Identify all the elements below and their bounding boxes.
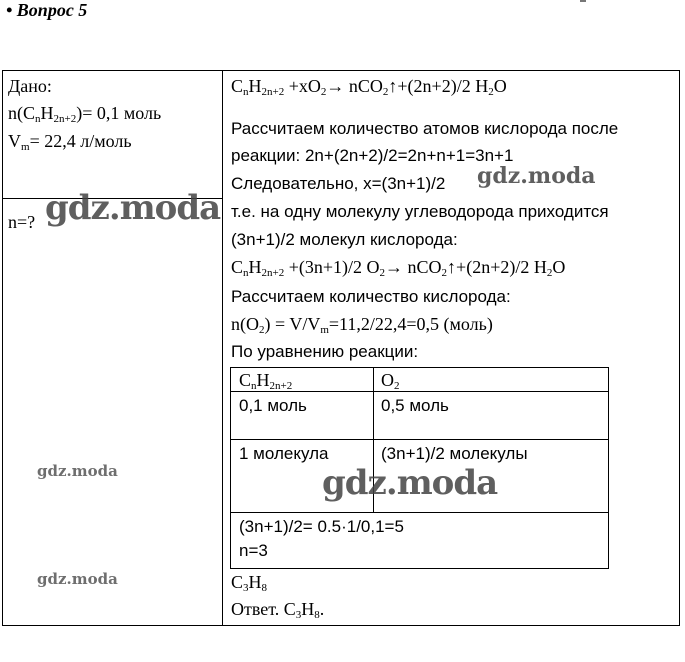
reaction-equation-general: $C_nH_{2n+2} +xO_2\to$ nCO$_2$↑+(2n+2)/2 $H_2O$ [231, 76, 507, 98]
inner-table-row-line [230, 439, 609, 440]
given-label: Дано: [8, 76, 52, 96]
inner-table-bottom [230, 568, 609, 569]
formula-result: $C_3H_8$ [231, 572, 268, 594]
table-right-border [679, 70, 680, 626]
table-column-divider [222, 70, 223, 626]
solution-line: Рассчитаем количество атомов кислорода после [231, 119, 619, 138]
solution-line: т.е. на одну молекулу углеводорода приходится [231, 202, 609, 221]
given-molar-volume: $V_m= 22,4$ л/моль [8, 131, 132, 153]
inner-table-right [608, 367, 609, 569]
question-title: • Вопрос 5 [6, 0, 88, 20]
inner-table-top [230, 367, 609, 368]
inner-table-row-line [230, 512, 609, 513]
inner-table-header-oxygen: $O_2$ [381, 370, 400, 392]
answer-line: Ответ. $C_3H_8$. [231, 599, 325, 621]
watermark-logo: gdz.moda [322, 463, 498, 503]
inner-table-cell: 0,5 моль [381, 396, 449, 415]
solution-line: (3n+1)/2 молекул кислорода: [231, 230, 458, 249]
oxygen-amount-calc: $n(O_2) = V/V_m=11,2/22,4=0,5$ (моль) [231, 314, 493, 336]
inner-table-calc: n=3 [239, 541, 268, 560]
given-amount: $n(C_nH_{2n+2})= 0,1$ моль [8, 103, 162, 125]
watermark-logo: gdz.moda [477, 163, 596, 189]
table-left-border [2, 70, 3, 626]
solution-line: Рассчитаем количество кислорода: [231, 287, 511, 306]
watermark-logo: gdz.moda [37, 462, 118, 480]
reaction-equation-specific: $C_nH_{2n+2} +(3n+1)/2$ $O_2\to$ nCO$_2$↑+(2n+2)/2 $H_2O$ [231, 257, 566, 279]
inner-table-calc: (3n+1)/2= 0.5·1/0,1=5 [239, 517, 404, 536]
inner-table-cell: 1 молекула [239, 444, 329, 463]
page-mark [580, 0, 586, 2]
find-label: n=? [8, 212, 36, 232]
table-bottom-border [2, 625, 680, 626]
solution-line: реакции: 2n+(2n+2)/2=2n+n+1=3n+1 [231, 146, 514, 165]
inner-table-left [230, 367, 231, 569]
solution-line: По уравнению реакции: [231, 342, 419, 361]
table-top-border [2, 70, 680, 71]
inner-table-cell: (3n+1)/2 молекулы [381, 444, 528, 463]
watermark-logo: gdz.moda [45, 188, 221, 228]
inner-table-header-hydrocarbon: $C_nH_{2n+2}$ [239, 370, 293, 392]
inner-table-cell: 0,1 моль [239, 396, 307, 415]
watermark-logo: gdz.moda [37, 570, 118, 588]
solution-line: Следовательно, x=(3n+1)/2 [231, 174, 446, 193]
